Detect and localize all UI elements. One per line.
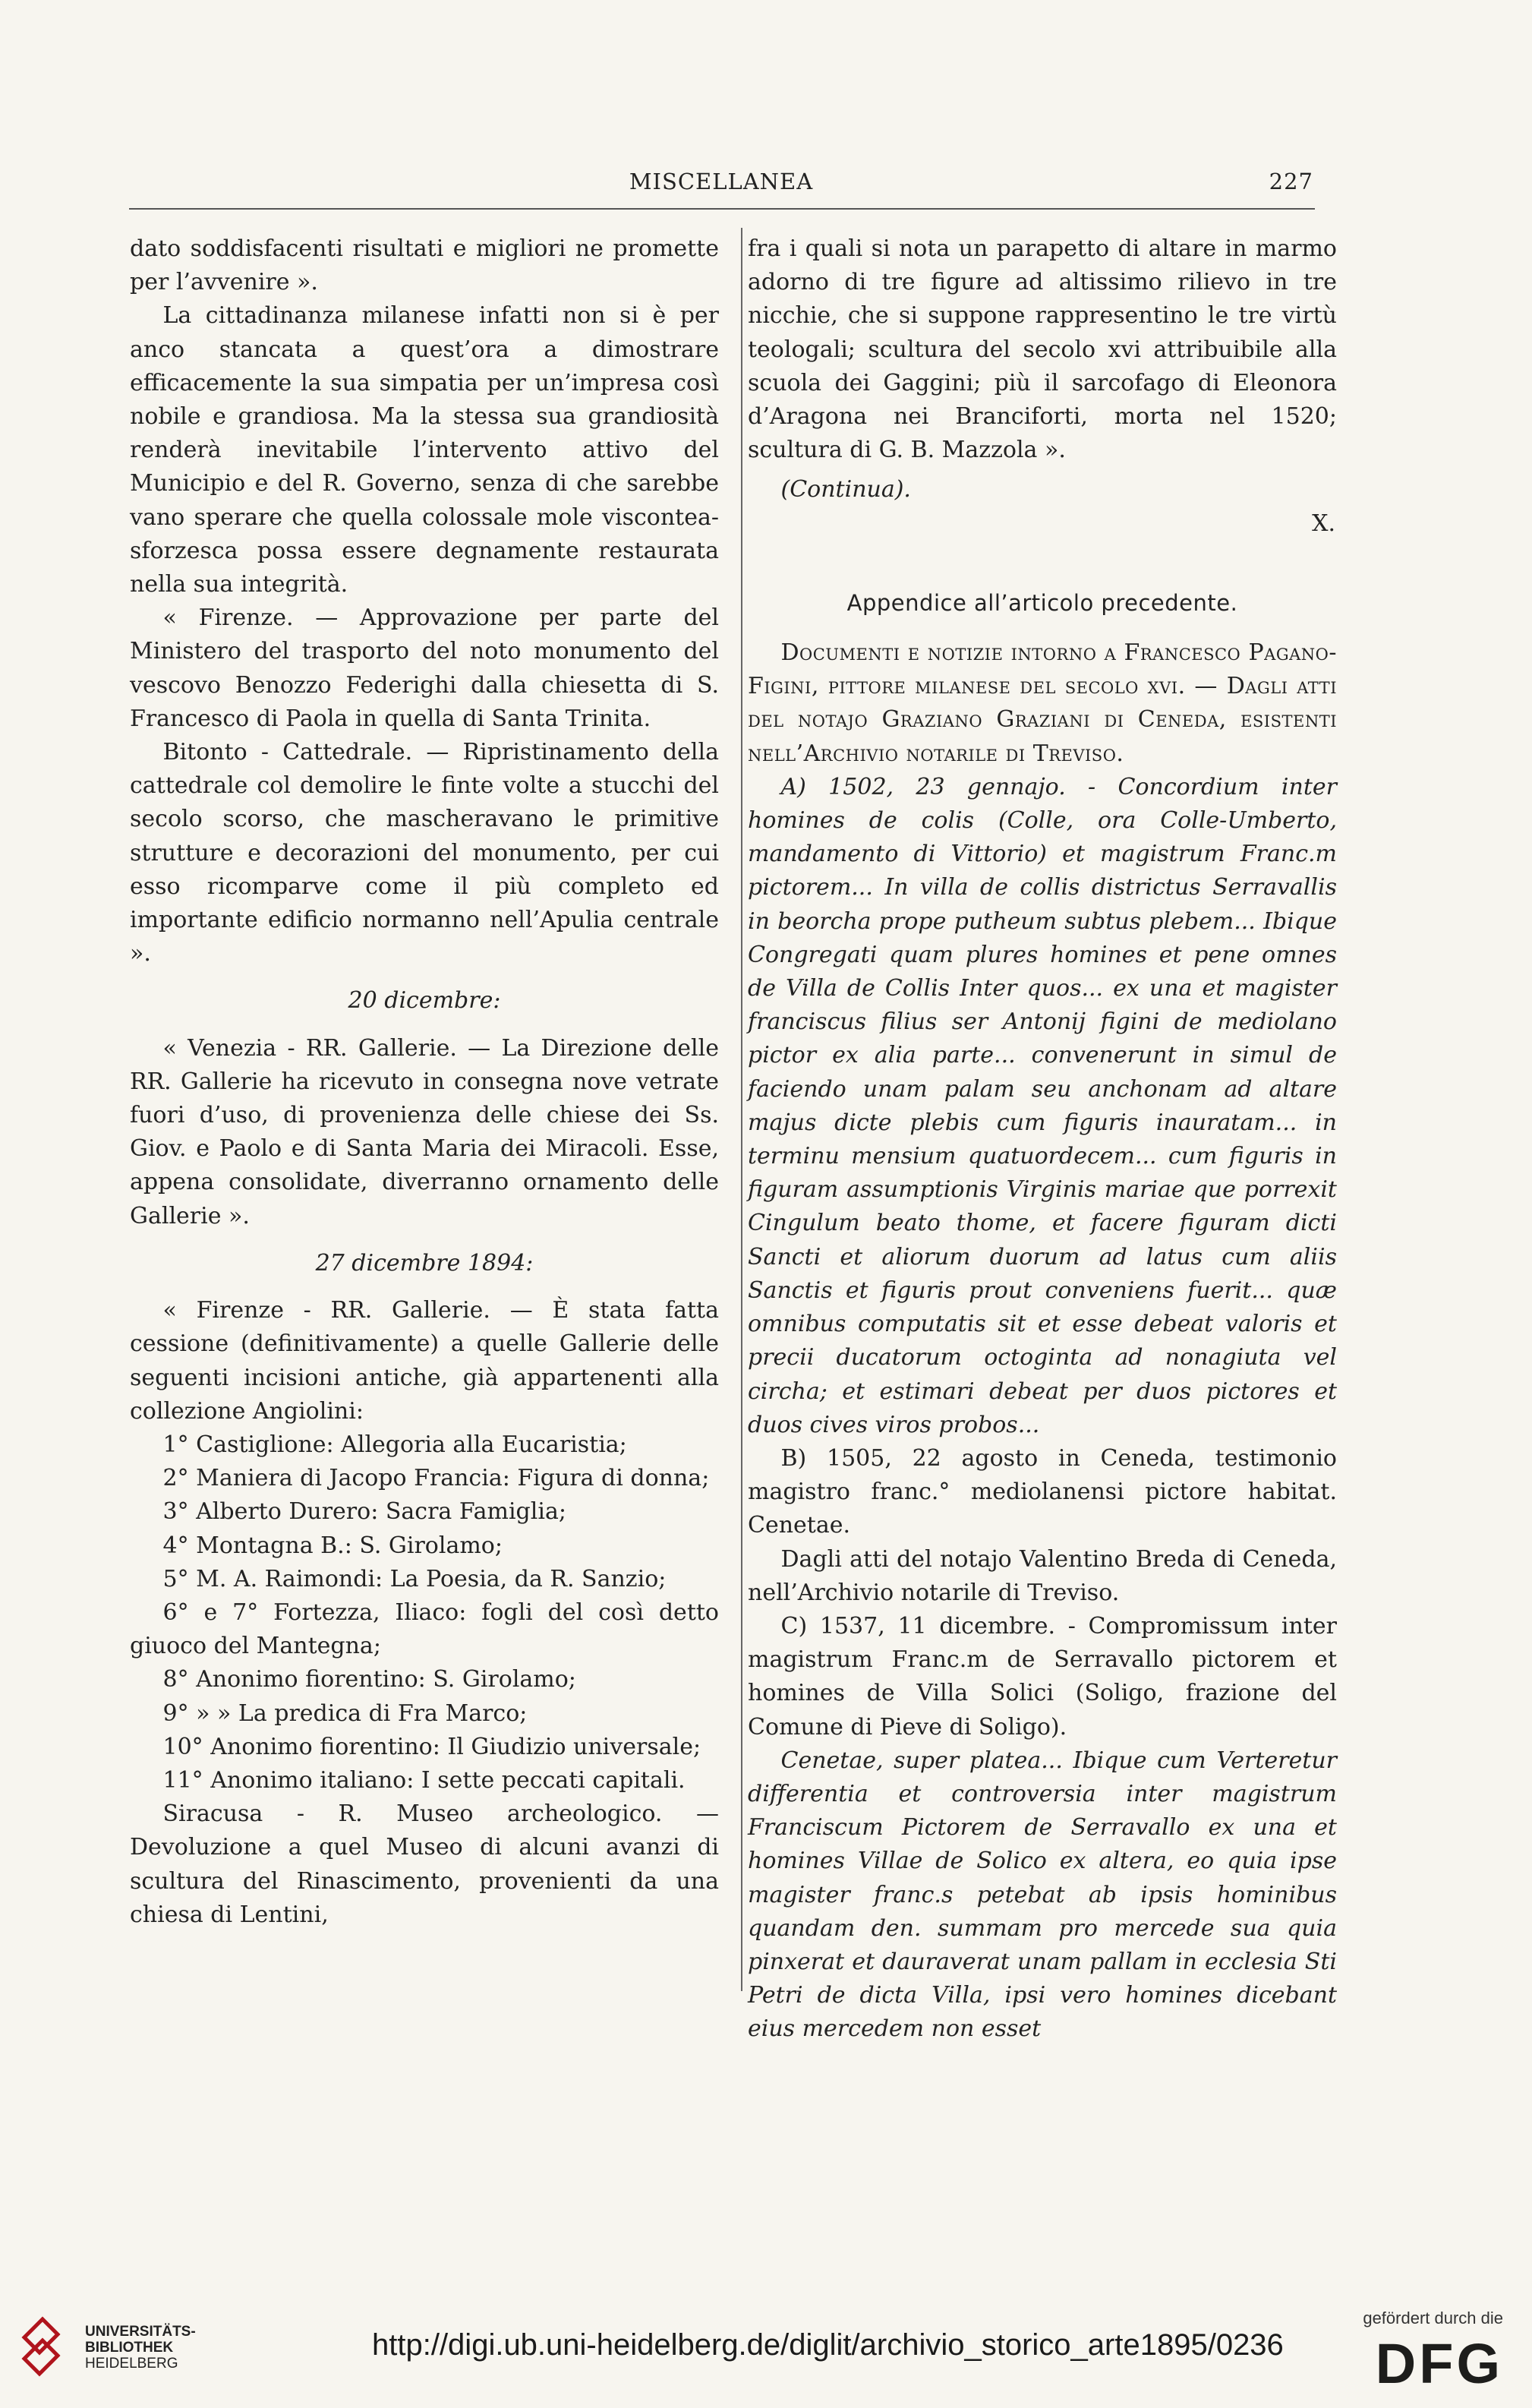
paragraph: La cittadinanza milanese infatti non si è per anco stancata a quest’ora a dimostrare efficacemente la sua simpatia per un’impresa così nobile e grandiosa. Ma la stessa sua grandiosità renderà inevitabile l’intervento attivo del Municipio e del R. Governo, senza di che sarebbe vano sperare che quella colossale mole viscontea-sforzesca possa essere degnamente restaurata nella sua integrità. (130, 302, 719, 598)
running-header (129, 169, 1313, 199)
library-line: BIBLIOTHEK (85, 2340, 174, 2356)
funder-logo[interactable] (1342, 2309, 1517, 2400)
paragraph: dato soddisfacenti risultati e migliori ne promette per l’avvenire ». (130, 235, 719, 296)
paragraph: « Firenze - RR. Gallerie. — È stata fatta cessione (definitivamente) a quelle Gallerie delle seguenti incisioni antiche, già appartenenti alla collezione Angiolini: (130, 1297, 719, 1425)
document-entry: A) 1502, 23 gennajo. - Concordium inter homines de colis (Colle, ora Colle-Umberto, mandamento di Vittorio) et magistrum Franc.m pictorem... In villa de collis districtus Serravallis in beorcha prope putheum subtus plebem... Ibique Congregati quam plures homines et pene omnes de Villa de Collis Inter quos... ex una et magister franciscus filius ser Antonij figini de mediolano pictor ex alia parte... convenerunt in simul de faciendo unam palam seu anchonam ad altare majus dicte plebis cum figuris inauratam... in terminu mensium quatuordecem... cum figuris in figuram assumptionis Virginis mariae que porrexit Cingulum beato thome, et facere figuram dicti Sancti et aliorum duorum ad latus cum aliis Sanctis et figuris prout conveniens fuerit... quæ omnibus computatis sit et esse debeat valoris et precii ducatorum octoginta ad nonagiuta vel circha; et estimari debeat per duos pictores et duos cives viros probos... (748, 773, 1337, 1438)
document-entry: C) 1537, 11 dicembre. - Compromissum inter magistrum Franc.m de Serravallo pictorem et homines de Villa Solici (Soligo, frazione del Comune di Pieve di Soligo). (748, 1612, 1337, 1741)
list-item: 6° e 7° Fortezza, Iliaco: fogli del così detto giuoco del Mantegna; (130, 1598, 719, 1660)
list-item: 10° Anonimo fiorentino: Il Giudizio universale; (162, 1733, 701, 1760)
list-item: 2° Maniera di Jacopo Francia: Figura di donna; (162, 1465, 710, 1492)
page-number: 227 (1269, 169, 1313, 194)
paragraph: fra i quali si nota un parapetto di altare in marmo adorno di tre figure ad altissimo rilievo in tre nicchie, che si suppone rappresentino le tre virtù teologali; scultura del secolo xvi attribuibile alla scuola dei Gaggini; più il sarcofago di Eleonora d’Aragona nei Branciforti, morta nel 1520; scultura di G. B. Mazzola ». (748, 235, 1337, 464)
library-logo[interactable] (20, 2315, 270, 2383)
source-url-link[interactable]: http://digi.ub.uni-heidelberg.de/diglit/archivio_storico_arte1895/0236 (372, 2328, 1284, 2362)
list-item: 1° Castiglione: Allegoria alla Eucaristia; (162, 1431, 627, 1458)
left-column (130, 232, 719, 1932)
list-item: 4° Montagna B.: S. Girolamo; (162, 1532, 503, 1559)
paragraph: Documenti e notizie intorno a Francesco Pagano-Figini, pittore milanese del secolo xvi. — Dagli atti del notajo Graziano Graziani di Ceneda, esistenti nell’Archivio notarile di Treviso. (748, 639, 1337, 767)
header-rule (129, 208, 1315, 210)
dfg-logo-icon: DFG (1375, 2332, 1503, 2395)
paragraph: Siracusa - R. Museo archeologico. — Devoluzione a quel Museo di alcuni avanzi di scultura del Rinascimento, provenienti da una chiesa di Lentini, (130, 1800, 719, 1928)
library-name (85, 2324, 196, 2372)
paragraph: Dagli atti del notajo Valentino Breda di Ceneda, nell’Archivio notarile di Treviso. (748, 1545, 1337, 1606)
appendix-heading: Appendice all’articolo precedente. (846, 589, 1238, 616)
paragraph: « Venezia - RR. Gallerie. — La Direzione delle RR. Gallerie ha ricevuto in consegna nove vetrate fuori d’uso, di provenienza delle chiese dei Ss. Giov. e Paolo e di Santa Maria dei Miracoli. Esse, appena consolidate, diverranno ornamento delle Gallerie ». (130, 1034, 719, 1229)
list-item: 9° » » La predica di Fra Marco; (162, 1699, 528, 1727)
author-signature: X. (1312, 510, 1335, 537)
library-emblem-icon (20, 2315, 62, 2380)
date-heading: 20 dicembre: (348, 987, 501, 1015)
library-line: UNIVERSITÄTS- (85, 2324, 196, 2340)
paragraph: « Firenze. — Approvazione per parte del Ministero del trasporto del noto monumento del vescovo Benozzo Federighi dalla chiesetta di S. Francesco di Paola in quella di Santa Trinita. (130, 604, 719, 732)
date-heading: 27 dicembre 1894: (315, 1249, 534, 1277)
list-item: 3° Alberto Durero: Sacra Famiglia; (162, 1498, 566, 1526)
list-item: 11° Anonimo italiano: I sette peccati capitali. (162, 1766, 686, 1794)
list-item: 8° Anonimo fiorentino: S. Girolamo; (162, 1666, 576, 1693)
column-separator (741, 228, 742, 1991)
library-line: HEIDELBERG (85, 2356, 178, 2372)
continua-note: (Continua). (780, 476, 911, 503)
funding-label: gefördert durch die (1363, 2309, 1503, 2328)
list-item: 5° M. A. Raimondi: La Poesia, da R. Sanzio; (162, 1565, 667, 1592)
latin-quote: Cenetae, super platea... Ibique cum Verteretur differentia et controversia inter magistrum Franciscum Pictorem de Serravallo ex una et homines Villae de Solico ex altera, eo quia ipse magister franc.s petebat ab ipsis hominibus quandam den. summam pro mercede sua quia pinxerat et dauraverat unam pallam in ecclesia Sti Petri de dicta Villa, ipsi vero homines dicebant eius mercedem non esset (748, 1747, 1337, 2043)
right-column (748, 232, 1337, 2047)
paragraph: Bitonto - Cattedrale. — Ripristinamento della cattedrale col demolire le finte volte a stucchi del secolo scorso, che mascheravano le primitive strutture e decorazioni del monumento, per cui esso ricomparve come il più completo ed importante edificio normanno nell’Apulia centrale ». (130, 739, 719, 967)
document-entry: B) 1505, 22 agosto in Ceneda, testimonio magistro franc.° mediolanensi pictore habitat. Cenetae. (748, 1444, 1337, 1539)
running-title: MISCELLANEA (629, 169, 814, 194)
